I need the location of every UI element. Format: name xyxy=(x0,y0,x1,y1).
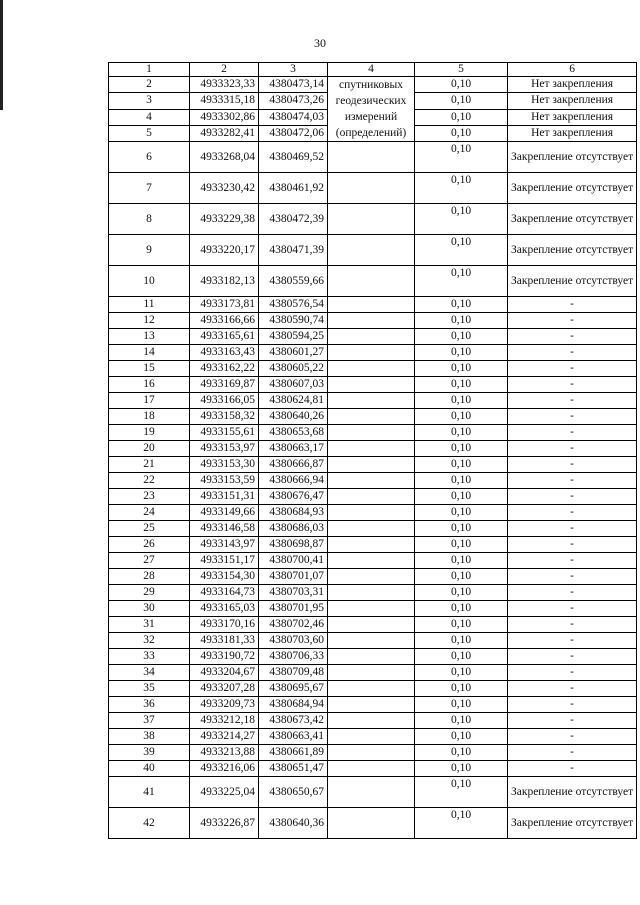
method-empty-cell xyxy=(328,521,415,537)
table-row xyxy=(109,633,637,649)
fixation-cell: - xyxy=(508,377,637,393)
table-row xyxy=(109,745,637,761)
fixation-cell: - xyxy=(508,729,637,745)
x-coordinate-cell: 4933315,18 xyxy=(190,93,259,109)
x-coordinate-cell: 4933153,97 xyxy=(190,441,259,457)
table-row xyxy=(109,553,637,569)
table-row xyxy=(109,77,637,93)
method-empty-cell xyxy=(328,553,415,569)
table-row xyxy=(109,729,637,745)
fixation-cell: - xyxy=(508,537,637,553)
point-number-cell: 39 xyxy=(109,745,190,761)
point-number-cell: 3 xyxy=(109,93,190,109)
fixation-cell: - xyxy=(508,457,637,473)
accuracy-cell: 0,10 xyxy=(415,489,508,505)
header-col-4: 4 xyxy=(328,63,415,77)
y-coordinate-cell: 4380651,47 xyxy=(259,761,328,777)
method-empty-cell xyxy=(328,649,415,665)
y-coordinate-cell: 4380684,93 xyxy=(259,505,328,521)
table-row xyxy=(109,441,637,457)
y-coordinate-cell: 4380471,39 xyxy=(259,235,328,266)
y-coordinate-cell: 4380661,89 xyxy=(259,745,328,761)
page-edge-mark xyxy=(0,0,3,110)
x-coordinate-cell: 4933151,31 xyxy=(190,489,259,505)
method-empty-cell xyxy=(328,761,415,777)
accuracy-cell: 0,10 xyxy=(415,745,508,761)
table-row xyxy=(109,473,637,489)
point-number-cell: 26 xyxy=(109,537,190,553)
x-coordinate-cell: 4933155,61 xyxy=(190,425,259,441)
method-line: измерений xyxy=(344,111,398,123)
accuracy-cell: 0,10 xyxy=(415,361,508,377)
table-row xyxy=(109,665,637,681)
x-coordinate-cell: 4933158,32 xyxy=(190,409,259,425)
table-body xyxy=(109,77,637,839)
table-row xyxy=(109,409,637,425)
point-number-cell: 23 xyxy=(109,489,190,505)
point-number-cell: 6 xyxy=(109,142,190,173)
point-number-cell: 24 xyxy=(109,505,190,521)
header-col-2: 2 xyxy=(190,63,259,77)
fixation-cell: Нет закрепления xyxy=(508,77,637,93)
y-coordinate-cell: 4380686,03 xyxy=(259,521,328,537)
table-row xyxy=(109,521,637,537)
table-row xyxy=(109,601,637,617)
y-coordinate-cell: 4380663,17 xyxy=(259,441,328,457)
accuracy-cell: 0,10 xyxy=(415,777,508,808)
x-coordinate-cell: 4933225,04 xyxy=(190,777,259,808)
fixation-cell: Закрепление отсутствует xyxy=(508,808,637,839)
y-coordinate-cell: 4380594,25 xyxy=(259,329,328,345)
accuracy-cell: 0,10 xyxy=(415,313,508,329)
method-empty-cell xyxy=(328,777,415,808)
fixation-cell: Закрепление отсутствует xyxy=(508,173,637,204)
fixation-cell: - xyxy=(508,297,637,313)
x-coordinate-cell: 4933143,97 xyxy=(190,537,259,553)
point-number-cell: 38 xyxy=(109,729,190,745)
fixation-cell: - xyxy=(508,761,637,777)
x-coordinate-cell: 4933190,72 xyxy=(190,649,259,665)
fixation-cell: - xyxy=(508,585,637,601)
y-coordinate-cell: 4380607,03 xyxy=(259,377,328,393)
x-coordinate-cell: 4933151,17 xyxy=(190,553,259,569)
x-coordinate-cell: 4933204,67 xyxy=(190,665,259,681)
point-number-cell: 4 xyxy=(109,109,190,125)
point-number-cell: 34 xyxy=(109,665,190,681)
accuracy-cell: 0,10 xyxy=(415,649,508,665)
accuracy-cell: 0,10 xyxy=(415,441,508,457)
method-empty-cell xyxy=(328,457,415,473)
accuracy-cell: 0,10 xyxy=(415,393,508,409)
point-number-cell: 42 xyxy=(109,808,190,839)
method-empty-cell xyxy=(328,633,415,649)
method-empty-cell xyxy=(328,441,415,457)
point-number-cell: 13 xyxy=(109,329,190,345)
method-empty-cell xyxy=(328,617,415,633)
point-number-cell: 29 xyxy=(109,585,190,601)
point-number-cell: 32 xyxy=(109,633,190,649)
accuracy-cell: 0,10 xyxy=(415,409,508,425)
point-number-cell: 14 xyxy=(109,345,190,361)
point-number-cell: 17 xyxy=(109,393,190,409)
x-coordinate-cell: 4933229,38 xyxy=(190,204,259,235)
method-empty-cell xyxy=(328,329,415,345)
y-coordinate-cell: 4380624,81 xyxy=(259,393,328,409)
method-empty-cell xyxy=(328,808,415,839)
x-coordinate-cell: 4933162,22 xyxy=(190,361,259,377)
accuracy-cell: 0,10 xyxy=(415,761,508,777)
table-row xyxy=(109,313,637,329)
table-row xyxy=(109,777,637,808)
y-coordinate-cell: 4380576,54 xyxy=(259,297,328,313)
accuracy-cell: 0,10 xyxy=(415,204,508,235)
coordinates-table xyxy=(108,62,637,839)
y-coordinate-cell: 4380473,14 xyxy=(259,77,328,93)
y-coordinate-cell: 4380701,95 xyxy=(259,601,328,617)
point-number-cell: 31 xyxy=(109,617,190,633)
method-empty-cell xyxy=(328,297,415,313)
y-coordinate-cell: 4380473,26 xyxy=(259,93,328,109)
point-number-cell: 35 xyxy=(109,681,190,697)
fixation-cell: Закрепление отсутствует xyxy=(508,266,637,297)
fixation-cell: - xyxy=(508,409,637,425)
method-empty-cell xyxy=(328,601,415,617)
accuracy-cell: 0,10 xyxy=(415,553,508,569)
fixation-cell: - xyxy=(508,425,637,441)
point-number-cell: 7 xyxy=(109,173,190,204)
table-row xyxy=(109,697,637,713)
x-coordinate-cell: 4933209,73 xyxy=(190,697,259,713)
x-coordinate-cell: 4933163,43 xyxy=(190,345,259,361)
method-empty-cell xyxy=(328,697,415,713)
x-coordinate-cell: 4933173,81 xyxy=(190,297,259,313)
y-coordinate-cell: 4380702,46 xyxy=(259,617,328,633)
fixation-cell: - xyxy=(508,329,637,345)
y-coordinate-cell: 4380474,03 xyxy=(259,109,328,125)
header-col-5: 5 xyxy=(415,63,508,77)
table-row xyxy=(109,457,637,473)
y-coordinate-cell: 4380590,74 xyxy=(259,313,328,329)
y-coordinate-cell: 4380706,33 xyxy=(259,649,328,665)
accuracy-cell: 0,10 xyxy=(415,808,508,839)
accuracy-cell: 0,10 xyxy=(415,729,508,745)
method-empty-cell xyxy=(328,569,415,585)
fixation-cell: - xyxy=(508,553,637,569)
method-empty-cell xyxy=(328,313,415,329)
fixation-cell: - xyxy=(508,313,637,329)
accuracy-cell: 0,10 xyxy=(415,697,508,713)
fixation-cell: Закрепление отсутствует xyxy=(508,777,637,808)
method-empty-cell xyxy=(328,266,415,297)
accuracy-cell: 0,10 xyxy=(415,345,508,361)
fixation-cell: - xyxy=(508,649,637,665)
point-number-cell: 41 xyxy=(109,777,190,808)
method-line: геодезических xyxy=(335,95,407,107)
method-empty-cell xyxy=(328,665,415,681)
fixation-cell: Закрепление отсутствует xyxy=(508,204,637,235)
x-coordinate-cell: 4933154,30 xyxy=(190,569,259,585)
x-coordinate-cell: 4933166,05 xyxy=(190,393,259,409)
accuracy-cell: 0,10 xyxy=(415,521,508,537)
fixation-cell: Нет закрепления xyxy=(508,109,637,125)
x-coordinate-cell: 4933182,13 xyxy=(190,266,259,297)
y-coordinate-cell: 4380701,07 xyxy=(259,569,328,585)
table-row xyxy=(109,329,637,345)
page-number: 30 xyxy=(314,36,326,50)
point-number-cell: 36 xyxy=(109,697,190,713)
table-row xyxy=(109,585,637,601)
accuracy-cell: 0,10 xyxy=(415,585,508,601)
fixation-cell: - xyxy=(508,345,637,361)
header-col-6: 6 xyxy=(508,63,637,77)
y-coordinate-cell: 4380653,68 xyxy=(259,425,328,441)
accuracy-cell: 0,10 xyxy=(415,537,508,553)
point-number-cell: 40 xyxy=(109,761,190,777)
fixation-cell: Нет закрепления xyxy=(508,125,637,141)
method-empty-cell xyxy=(328,585,415,601)
method-empty-cell xyxy=(328,745,415,761)
table-row xyxy=(109,808,637,839)
y-coordinate-cell: 4380472,06 xyxy=(259,125,328,141)
point-number-cell: 37 xyxy=(109,713,190,729)
point-number-cell: 5 xyxy=(109,125,190,141)
fixation-cell: - xyxy=(508,665,637,681)
x-coordinate-cell: 4933153,30 xyxy=(190,457,259,473)
method-empty-cell xyxy=(328,537,415,553)
x-coordinate-cell: 4933323,33 xyxy=(190,77,259,93)
fixation-cell: Нет закрепления xyxy=(508,93,637,109)
x-coordinate-cell: 4933216,06 xyxy=(190,761,259,777)
accuracy-cell: 0,10 xyxy=(415,329,508,345)
y-coordinate-cell: 4380601,27 xyxy=(259,345,328,361)
y-coordinate-cell: 4380640,36 xyxy=(259,808,328,839)
fixation-cell: - xyxy=(508,473,637,489)
point-number-cell: 27 xyxy=(109,553,190,569)
point-number-cell: 8 xyxy=(109,204,190,235)
y-coordinate-cell: 4380684,94 xyxy=(259,697,328,713)
point-number-cell: 28 xyxy=(109,569,190,585)
point-number-cell: 19 xyxy=(109,425,190,441)
x-coordinate-cell: 4933230,42 xyxy=(190,173,259,204)
x-coordinate-cell: 4933170,16 xyxy=(190,617,259,633)
point-number-cell: 33 xyxy=(109,649,190,665)
x-coordinate-cell: 4933268,04 xyxy=(190,142,259,173)
method-empty-cell xyxy=(328,142,415,173)
fixation-cell: - xyxy=(508,681,637,697)
x-coordinate-cell: 4933153,59 xyxy=(190,473,259,489)
method-empty-cell xyxy=(328,425,415,441)
table-row xyxy=(109,569,637,585)
x-coordinate-cell: 4933220,17 xyxy=(190,235,259,266)
y-coordinate-cell: 4380676,47 xyxy=(259,489,328,505)
accuracy-cell: 0,10 xyxy=(415,173,508,204)
y-coordinate-cell: 4380666,87 xyxy=(259,457,328,473)
fixation-cell: - xyxy=(508,697,637,713)
x-coordinate-cell: 4933181,33 xyxy=(190,633,259,649)
accuracy-cell: 0,10 xyxy=(415,125,508,141)
method-empty-cell xyxy=(328,409,415,425)
fixation-cell: - xyxy=(508,361,637,377)
x-coordinate-cell: 4933214,27 xyxy=(190,729,259,745)
y-coordinate-cell: 4380703,31 xyxy=(259,585,328,601)
fixation-cell: - xyxy=(508,521,637,537)
accuracy-cell: 0,10 xyxy=(415,569,508,585)
table-row xyxy=(109,297,637,313)
x-coordinate-cell: 4933169,87 xyxy=(190,377,259,393)
method-empty-cell xyxy=(328,713,415,729)
method-empty-cell xyxy=(328,681,415,697)
point-number-cell: 21 xyxy=(109,457,190,473)
method-line: спутниковых xyxy=(338,79,403,91)
y-coordinate-cell: 4380605,22 xyxy=(259,361,328,377)
point-number-cell: 25 xyxy=(109,521,190,537)
accuracy-cell: 0,10 xyxy=(415,377,508,393)
method-empty-cell xyxy=(328,393,415,409)
method-line: (определений) xyxy=(335,127,407,139)
point-number-cell: 11 xyxy=(109,297,190,313)
table-row xyxy=(109,681,637,697)
table-row xyxy=(109,345,637,361)
point-number-cell: 10 xyxy=(109,266,190,297)
fixation-cell: - xyxy=(508,489,637,505)
method-empty-cell xyxy=(328,377,415,393)
accuracy-cell: 0,10 xyxy=(415,617,508,633)
method-empty-cell xyxy=(328,173,415,204)
table-row xyxy=(109,649,637,665)
fixation-cell: - xyxy=(508,713,637,729)
accuracy-cell: 0,10 xyxy=(415,266,508,297)
table-row xyxy=(109,361,637,377)
method-empty-cell xyxy=(328,729,415,745)
table-row xyxy=(109,537,637,553)
x-coordinate-cell: 4933165,61 xyxy=(190,329,259,345)
x-coordinate-cell: 4933282,41 xyxy=(190,125,259,141)
table-row xyxy=(109,489,637,505)
accuracy-cell: 0,10 xyxy=(415,297,508,313)
point-number-cell: 9 xyxy=(109,235,190,266)
accuracy-cell: 0,10 xyxy=(415,473,508,489)
x-coordinate-cell: 4933165,03 xyxy=(190,601,259,617)
accuracy-cell: 0,10 xyxy=(415,633,508,649)
y-coordinate-cell: 4380698,87 xyxy=(259,537,328,553)
y-coordinate-cell: 4380700,41 xyxy=(259,553,328,569)
fixation-cell: - xyxy=(508,601,637,617)
point-number-cell: 22 xyxy=(109,473,190,489)
x-coordinate-cell: 4933207,28 xyxy=(190,681,259,697)
fixation-cell: - xyxy=(508,633,637,649)
fixation-cell: Закрепление отсутствует xyxy=(508,235,637,266)
fixation-cell: - xyxy=(508,393,637,409)
header-col-3: 3 xyxy=(259,63,328,77)
table-row xyxy=(109,425,637,441)
method-empty-cell xyxy=(328,204,415,235)
y-coordinate-cell: 4380695,67 xyxy=(259,681,328,697)
x-coordinate-cell: 4933164,73 xyxy=(190,585,259,601)
x-coordinate-cell: 4933166,66 xyxy=(190,313,259,329)
table-row xyxy=(109,393,637,409)
x-coordinate-cell: 4933302,86 xyxy=(190,109,259,125)
y-coordinate-cell: 4380663,41 xyxy=(259,729,328,745)
x-coordinate-cell: 4933226,87 xyxy=(190,808,259,839)
x-coordinate-cell: 4933212,18 xyxy=(190,713,259,729)
y-coordinate-cell: 4380640,26 xyxy=(259,409,328,425)
method-empty-cell xyxy=(328,505,415,521)
table-row xyxy=(109,617,637,633)
y-coordinate-cell: 4380709,48 xyxy=(259,665,328,681)
y-coordinate-cell: 4380469,52 xyxy=(259,142,328,173)
accuracy-cell: 0,10 xyxy=(415,235,508,266)
y-coordinate-cell: 4380472,39 xyxy=(259,204,328,235)
table-row xyxy=(109,266,637,297)
method-empty-cell xyxy=(328,235,415,266)
table-row xyxy=(109,713,637,729)
fixation-cell: - xyxy=(508,617,637,633)
point-number-cell: 18 xyxy=(109,409,190,425)
table-row xyxy=(109,235,637,266)
point-number-cell: 16 xyxy=(109,377,190,393)
accuracy-cell: 0,10 xyxy=(415,505,508,521)
fixation-cell: - xyxy=(508,745,637,761)
header-col-1: 1 xyxy=(109,63,190,77)
method-empty-cell xyxy=(328,361,415,377)
fixation-cell: Закрепление отсутствует xyxy=(508,142,637,173)
table-row xyxy=(109,505,637,521)
table-row xyxy=(109,173,637,204)
point-number-cell: 2 xyxy=(109,77,190,93)
fixation-cell: - xyxy=(508,505,637,521)
accuracy-cell: 0,10 xyxy=(415,425,508,441)
accuracy-cell: 0,10 xyxy=(415,93,508,109)
x-coordinate-cell: 4933213,88 xyxy=(190,745,259,761)
accuracy-cell: 0,10 xyxy=(415,665,508,681)
accuracy-cell: 0,10 xyxy=(415,601,508,617)
y-coordinate-cell: 4380666,94 xyxy=(259,473,328,489)
method-cell xyxy=(328,77,415,142)
point-number-cell: 12 xyxy=(109,313,190,329)
fixation-cell: - xyxy=(508,569,637,585)
x-coordinate-cell: 4933149,66 xyxy=(190,505,259,521)
point-number-cell: 15 xyxy=(109,361,190,377)
y-coordinate-cell: 4380650,67 xyxy=(259,777,328,808)
fixation-cell: - xyxy=(508,441,637,457)
y-coordinate-cell: 4380559,66 xyxy=(259,266,328,297)
method-empty-cell xyxy=(328,473,415,489)
accuracy-cell: 0,10 xyxy=(415,109,508,125)
method-empty-cell xyxy=(328,489,415,505)
y-coordinate-cell: 4380461,92 xyxy=(259,173,328,204)
table-row xyxy=(109,142,637,173)
point-number-cell: 30 xyxy=(109,601,190,617)
accuracy-cell: 0,10 xyxy=(415,713,508,729)
accuracy-cell: 0,10 xyxy=(415,77,508,93)
accuracy-cell: 0,10 xyxy=(415,142,508,173)
accuracy-cell: 0,10 xyxy=(415,457,508,473)
accuracy-cell: 0,10 xyxy=(415,681,508,697)
y-coordinate-cell: 4380673,42 xyxy=(259,713,328,729)
method-empty-cell xyxy=(328,345,415,361)
table-row xyxy=(109,377,637,393)
y-coordinate-cell: 4380703,60 xyxy=(259,633,328,649)
table-row xyxy=(109,204,637,235)
table-header-row xyxy=(109,63,637,77)
table-row xyxy=(109,761,637,777)
x-coordinate-cell: 4933146,58 xyxy=(190,521,259,537)
point-number-cell: 20 xyxy=(109,441,190,457)
